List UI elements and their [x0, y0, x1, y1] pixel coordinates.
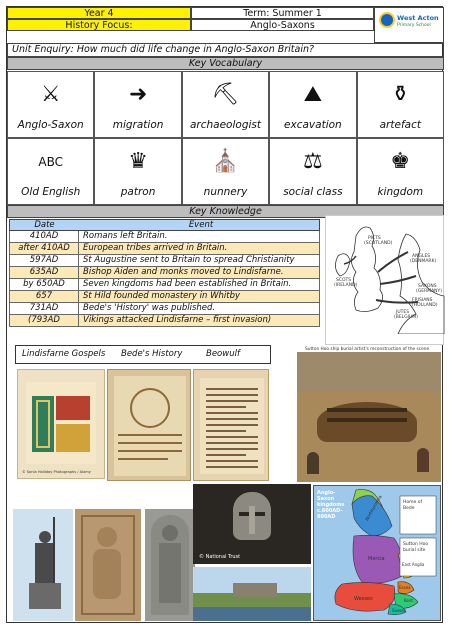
migration-map-svg [326, 216, 445, 334]
table-row [9, 303, 320, 315]
unit-enquiry: Unit Enquiry: How much did life change in Anglo-Saxon Britain? [7, 43, 444, 57]
row-event: European tribes arrived in Britain. [83, 243, 228, 253]
key-sutton-hoo: Sutton Hoo burial site [403, 542, 429, 553]
table-row [9, 315, 320, 327]
book-titles-box [15, 345, 271, 364]
stone-figure-image [145, 509, 195, 621]
anglo-saxon-warrior-icon: ⚔ [40, 82, 61, 107]
manuscript-line [206, 460, 258, 462]
manuscript-line [206, 388, 258, 390]
row-date: by 650AD [10, 279, 79, 290]
vocab-card [7, 71, 94, 138]
row-event: Seven kingdoms had been established in Britain. [83, 279, 292, 289]
row-date: 597AD [10, 255, 79, 266]
map-label-angles: ANGLES [412, 254, 431, 259]
sutton-hoo-helmet-image [193, 484, 311, 564]
vocab-word: Old English [21, 186, 81, 198]
migration-icon: ➜ [128, 82, 148, 107]
manuscript-line [206, 448, 258, 450]
table-row [9, 243, 320, 255]
vocab-word: social class [283, 186, 343, 198]
map-label-belgium: (BELGIUM) [394, 315, 418, 320]
manuscript-line [206, 466, 258, 468]
focus-label-cell: History Focus: [7, 19, 191, 31]
archaeologist-icon: ⛏ [211, 82, 240, 107]
anglo-saxon-kingdoms-map [313, 485, 441, 621]
row-date: 657 [10, 291, 79, 302]
vocab-word: artefact [379, 119, 421, 131]
map-label-picts: PICTS [368, 236, 381, 241]
map-label-scots: SCOTS [336, 278, 352, 283]
knowledge-organiser-page [6, 6, 443, 623]
patron-icon: ♛ [128, 149, 148, 174]
gospels-credit: © Sonia Halliday Photographs / Alamy [22, 470, 91, 474]
warrior-statue-image [13, 509, 73, 621]
row-event: Bishop Aiden and monks moved to Lindisfarne. [83, 267, 284, 277]
label-essex: Essex [399, 585, 411, 590]
nunnery-icon: ⛪ [211, 149, 240, 174]
title-bedes-history: Bede's History [121, 349, 183, 359]
helmet-credit: © National Trust [199, 554, 241, 560]
vocab-word: Anglo-Saxon [17, 119, 84, 131]
row-date: after 410AD [10, 243, 79, 254]
bedes-history-image [107, 369, 191, 481]
vocab-word: excavation [284, 119, 342, 131]
map-label-germany: (GERMANY) [416, 289, 443, 294]
year-cell: Year 4 [7, 7, 191, 19]
school-logo [374, 7, 444, 43]
label-kent: Kent [404, 598, 413, 603]
vocab-word: archaeologist [189, 119, 261, 131]
manuscript-line [206, 406, 246, 408]
label-mercia: Mercia [368, 556, 385, 562]
migration-map [325, 215, 444, 345]
vocabulary-grid [7, 71, 444, 205]
excavation-icon: ⛰ [303, 82, 323, 107]
row-date: (793AD [10, 315, 79, 326]
map-label-ireland: (IRELAND) [334, 283, 358, 288]
artefact-icon: ⚱ [391, 82, 410, 107]
manuscript-line [206, 454, 246, 456]
manuscript-line [206, 400, 258, 402]
row-date: 731AD [10, 303, 79, 314]
sutton-hoo-caption: Sutton Hoo ship burial artist's reconstruction of the scene [305, 347, 430, 352]
label-sussex: Sussex [392, 608, 406, 613]
event-column-header: Event [188, 220, 214, 230]
vocab-word: nunnery [203, 186, 248, 198]
school-tagline: Primary School [397, 23, 431, 28]
vocab-card [94, 71, 181, 138]
title-beowulf: Beowulf [206, 349, 240, 359]
manuscript-line [206, 442, 258, 444]
vocab-card [357, 71, 444, 138]
map-label-jutes: JUTES [396, 310, 410, 315]
table-header [9, 219, 320, 231]
vocab-card [182, 138, 269, 205]
manuscript-line [206, 436, 258, 438]
map-label-scotland: (SCOTLAND) [364, 241, 393, 246]
school-name: West Acton [397, 14, 439, 22]
table-row [9, 231, 320, 243]
kingdom-icon: ♚ [390, 149, 411, 174]
focus-value-cell: Anglo-Saxons [191, 19, 374, 31]
map-label-denmark: (DENMARK) [410, 259, 437, 264]
whitby-landscape-image [193, 567, 311, 621]
manuscript-line [206, 412, 258, 414]
table-row [9, 267, 320, 279]
row-event: Vikings attacked Lindisfarne – first invasion) [83, 315, 272, 325]
table-row [9, 291, 320, 303]
map-label-saxons: SAXONS [418, 284, 437, 289]
vocab-word: migration [112, 119, 164, 131]
school-crest-icon [379, 12, 395, 28]
term-cell: Term: Summer 1 [191, 7, 374, 19]
key-vocabulary-heading: Key Vocabulary [7, 57, 444, 70]
social-class-icon: ⚖ [303, 149, 323, 174]
beowulf-manuscript-image [193, 369, 269, 481]
vocab-card [7, 138, 94, 205]
table-row [9, 279, 320, 291]
label-northumbria: Northumbria [364, 494, 384, 523]
manuscript-line [206, 394, 258, 396]
vocab-card [357, 138, 444, 205]
sutton-hoo-reconstruction-image [297, 352, 441, 482]
map-label-holland: (HOLLAND) [412, 303, 438, 308]
title-lindisfarne-gospels: Lindisfarne Gospels [22, 349, 106, 359]
manuscript-line [206, 424, 258, 426]
row-event: Bede's 'History' was published. [83, 303, 216, 313]
vocab-card [269, 138, 356, 205]
row-event: St Augustine sent to Britain to spread Christianity [83, 255, 295, 265]
label-east-anglia: East Anglia [402, 562, 425, 567]
carved-panel-image [75, 509, 141, 621]
abc-letters-icon: ABC [38, 155, 63, 169]
vocab-word: patron [120, 186, 156, 198]
kingdoms-map-title: Anglo-Saxon kingdoms c.600AD-800AD [317, 490, 345, 520]
label-wessex: Wessex [354, 596, 373, 602]
row-date: 410AD [10, 231, 79, 242]
key-knowledge-heading: Key Knowledge [7, 205, 444, 218]
manuscript-line [206, 430, 246, 432]
lindisfarne-gospels-image [17, 369, 105, 479]
vocab-card [94, 138, 181, 205]
row-event: St Hild founded monastery in Whitby [83, 291, 240, 301]
row-event: Romans left Britain. [83, 231, 168, 241]
vocab-word: kingdom [377, 186, 424, 198]
map-label-frisians: FRISIANS [412, 298, 433, 303]
date-column-header: Date [34, 220, 55, 230]
vocab-card [269, 71, 356, 138]
row-date: 635AD [10, 267, 79, 278]
vocab-card [182, 71, 269, 138]
header-table [7, 7, 374, 43]
key-home-of-bede: Home of Bede [403, 500, 423, 511]
manuscript-line [206, 418, 258, 420]
table-row [9, 255, 320, 267]
